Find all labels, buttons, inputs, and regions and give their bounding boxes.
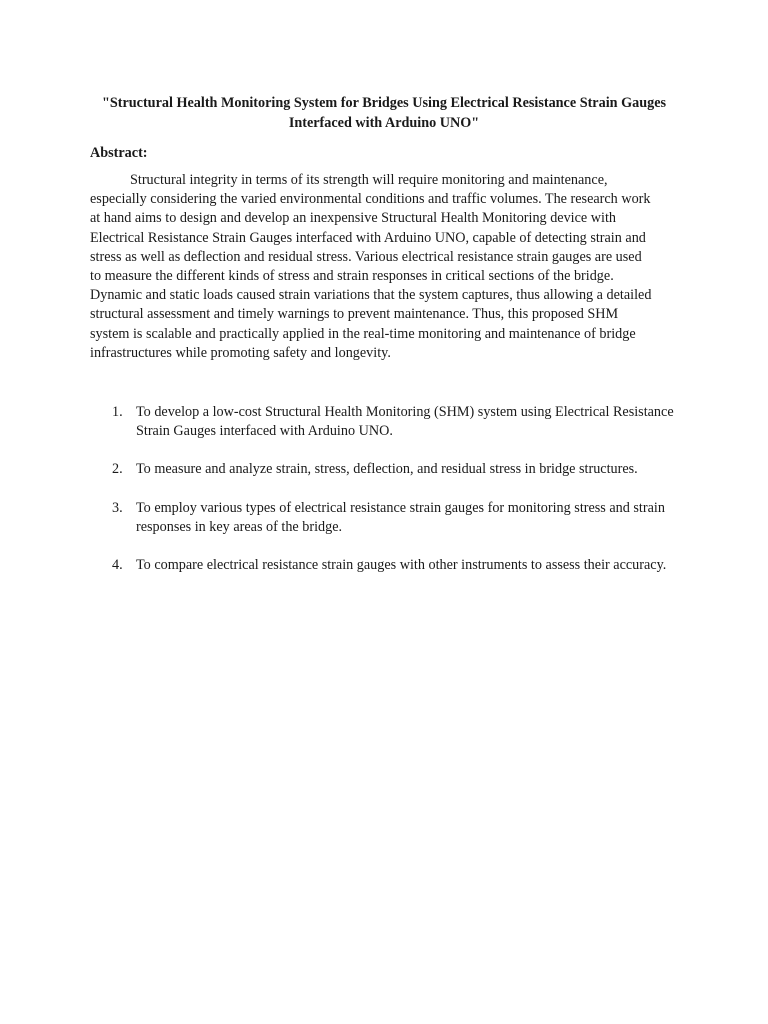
objective-number: 2. <box>112 461 123 478</box>
abstract-paragraph: Structural integrity in terms of its strength will require monitoring and maintenance, especially considering the varied environmental conditions and traffic volumes. The research work at hand aims to design and develop an inexpensive Structural Health Monitoring device with Electrical Resistance Strain Gauges interfaced with Arduino UNO, capable of detecting strain and stress as well as deflection and residual stress. Various electrical resistance strain gauges are used to measure the different kinds of stress and strain responses in critical sections of the bridge. Dynamic and static loads caused strain variations that the system captures, thus allowing a detailed structural assessment and timely warnings to prevent maintenance. Thus, this proposed SHM system is scalable and practically applied in the real-time monitoring and maintenance of bridge infrastructures while promoting safety and longevity. <box>90 172 652 361</box>
objective-text: To compare electrical resistance strain gauges with other instruments to assess their accuracy. <box>136 557 667 574</box>
objective-item <box>90 403 680 441</box>
abstract-heading: Abstract: <box>90 145 148 161</box>
objective-number: 3. <box>112 499 123 516</box>
objective-text: To measure and analyze strain, stress, deflection, and residual stress in bridge structures. <box>136 461 638 478</box>
objectives-list <box>90 403 680 594</box>
document-title: "Structural Health Monitoring System for Bridges Using Electrical Resistance Strain Gauges Interfaced with Arduino UNO" <box>101 95 667 131</box>
objective-text: To develop a low-cost Structural Health Monitoring (SHM) system using Electrical Resistance Strain Gauges interfaced with Arduino UNO. <box>136 404 674 440</box>
objective-number: 1. <box>112 404 123 420</box>
objective-item <box>90 499 680 537</box>
objective-item <box>90 460 680 479</box>
objective-text: To employ various types of electrical resistance strain gauges for monitoring stress and strain responses in key areas of the bridge. <box>136 499 665 535</box>
objective-item <box>90 556 680 575</box>
objective-number: 4. <box>112 557 123 574</box>
